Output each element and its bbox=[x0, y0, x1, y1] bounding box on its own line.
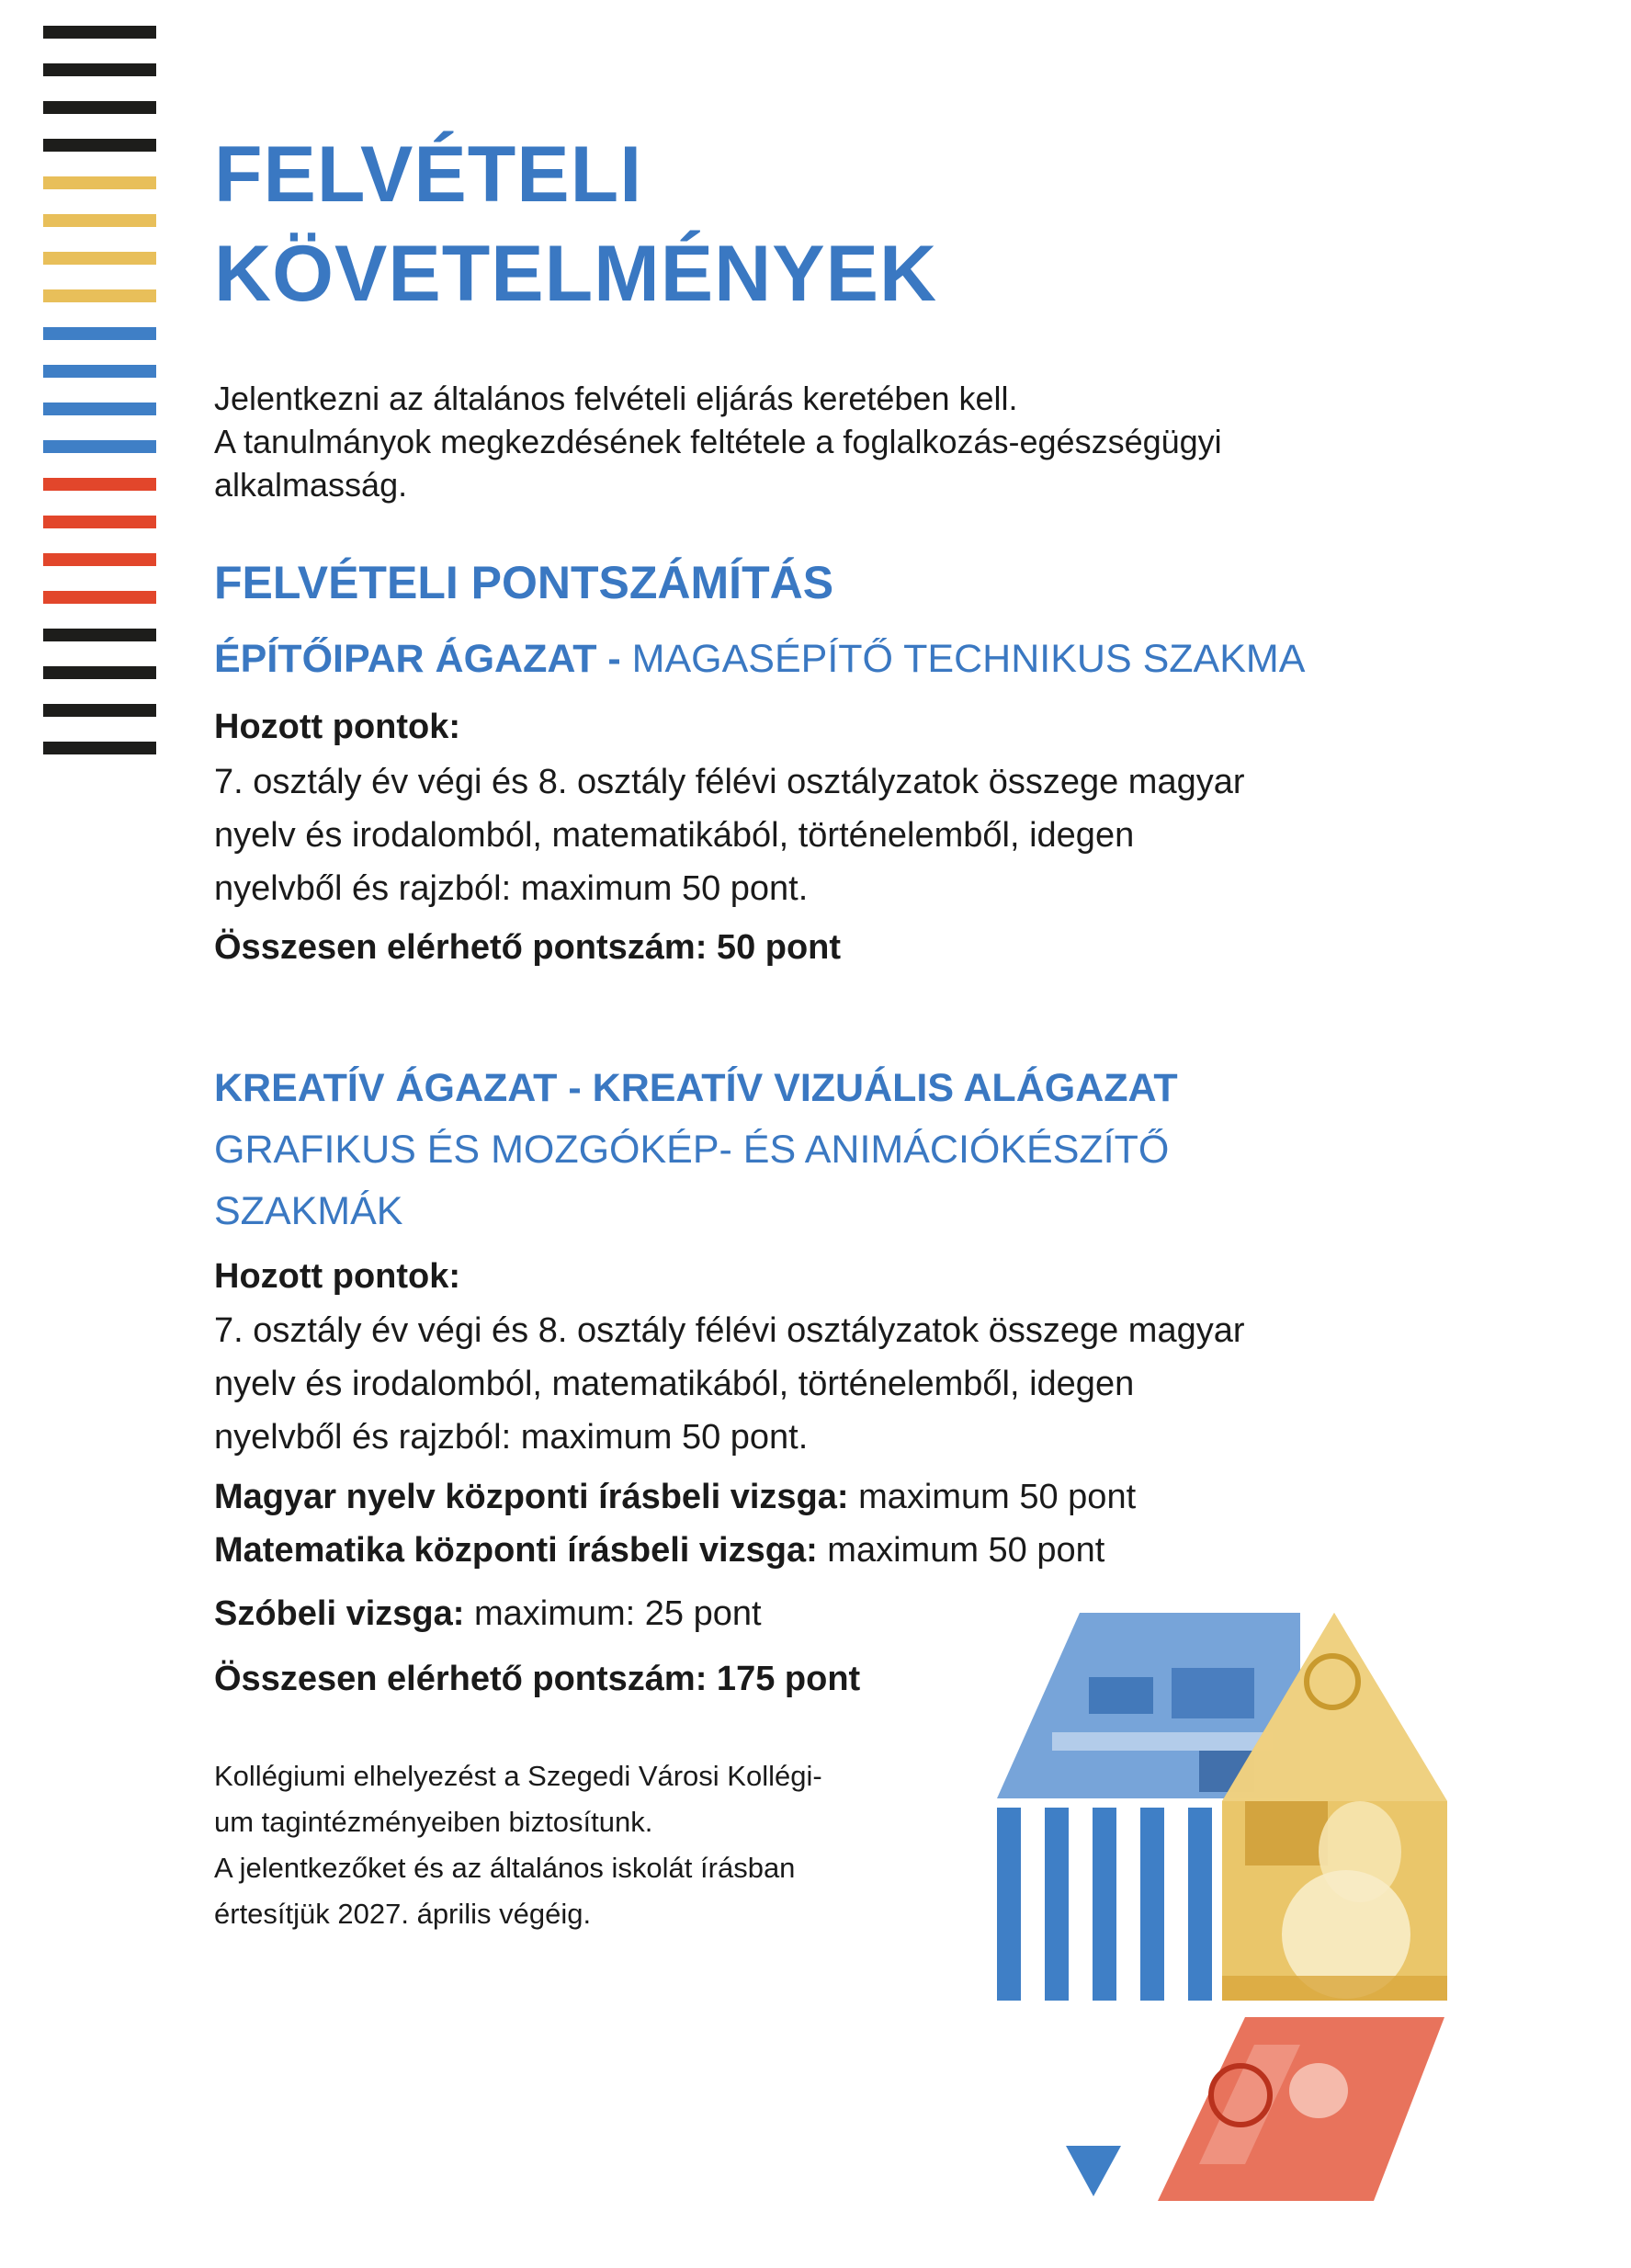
stripe-14 bbox=[43, 516, 156, 528]
red-photo-panel bbox=[1158, 2017, 1444, 2201]
section1-brought-label: Hozott pontok: bbox=[214, 708, 461, 746]
stripe-20 bbox=[43, 742, 156, 754]
section1-total: Összesen elérhető pontszám: 50 pont bbox=[214, 928, 842, 967]
exam-hungarian bbox=[214, 1478, 1136, 1517]
stripe-6 bbox=[43, 214, 156, 227]
title-line-1: FELVÉTELI bbox=[214, 130, 643, 219]
stripe-8 bbox=[43, 289, 156, 302]
section1-brought-text bbox=[214, 755, 1245, 915]
blue-vertical-bars bbox=[997, 1808, 1212, 2001]
page-title bbox=[214, 125, 937, 323]
stripe-15 bbox=[43, 553, 156, 566]
dormitory-note bbox=[214, 1753, 822, 1937]
stripe-7 bbox=[43, 252, 156, 265]
intro-line-3: alkalmasság. bbox=[214, 466, 408, 504]
stripe-9 bbox=[43, 327, 156, 340]
exam-math-value: maximum 50 pont bbox=[817, 1531, 1105, 1570]
decorative-stripes bbox=[43, 26, 156, 779]
section1-brought-line-3: nyelvből és rajzból: maximum 50 pont. bbox=[214, 869, 809, 908]
section2-total: Összesen elérhető pontszám: 175 pont bbox=[214, 1660, 861, 1698]
section2-brought-label: Hozott pontok: bbox=[214, 1257, 461, 1296]
note-line-1: Kollégiumi elhelyezést a Szegedi Városi Kollégi- bbox=[214, 1760, 822, 1792]
decorative-photo-collage bbox=[997, 1613, 1447, 2201]
section2-brought-text bbox=[214, 1304, 1245, 1464]
oral-exam bbox=[214, 1594, 762, 1634]
stripe-10 bbox=[43, 365, 156, 378]
exam-hungarian-label: Magyar nyelv központi írásbeli vizsga: bbox=[214, 1478, 849, 1516]
stripe-11 bbox=[43, 403, 156, 415]
intro-text bbox=[214, 377, 1222, 506]
note-line-3: A jelentkezőket és az általános iskolát írásban bbox=[214, 1852, 796, 1884]
note-line-2: um tagintézményeiben biztosítunk. bbox=[214, 1806, 653, 1838]
blue-triangle-arrow bbox=[1066, 2146, 1121, 2196]
stripe-12 bbox=[43, 440, 156, 453]
section2-brought-line-3: nyelvből és rajzból: maximum 50 pont. bbox=[214, 1418, 809, 1457]
section2-heading-line-2: GRAFIKUS ÉS MOZGÓKÉP- ÉS ANIMÁCIÓKÉSZÍTŐ bbox=[214, 1128, 1170, 1172]
exam-math bbox=[214, 1531, 1104, 1571]
oral-exam-label: Szóbeli vizsga: bbox=[214, 1594, 465, 1633]
oral-exam-value: maximum: 25 pont bbox=[464, 1594, 762, 1633]
note-line-4: értesítjük 2027. április végéig. bbox=[214, 1898, 592, 1930]
stripe-4 bbox=[43, 139, 156, 152]
section2-brought-line-1: 7. osztály év végi és 8. osztály félévi osztályzatok összege magyar bbox=[214, 1311, 1245, 1350]
section2-brought-line-2: nyelv és irodalomból, matematikából, történelemből, idegen bbox=[214, 1365, 1135, 1403]
stripe-1 bbox=[43, 26, 156, 39]
stripe-5 bbox=[43, 176, 156, 189]
stripe-16 bbox=[43, 591, 156, 604]
stripe-18 bbox=[43, 666, 156, 679]
exam-hungarian-value: maximum 50 pont bbox=[848, 1478, 1137, 1516]
stripe-13 bbox=[43, 478, 156, 491]
section1-heading bbox=[214, 637, 1305, 682]
stripe-3 bbox=[43, 101, 156, 114]
intro-line-1: Jelentkezni az általános felvételi eljárás keretében kell. bbox=[214, 380, 1018, 417]
stripe-17 bbox=[43, 629, 156, 641]
section1-heading-bold: ÉPÍTŐIPAR ÁGAZAT - bbox=[214, 637, 632, 681]
section2-heading-line-1: KREATÍV ÁGAZAT - KREATÍV VIZUÁLIS ALÁGAZAT bbox=[214, 1066, 1178, 1110]
stripe-19 bbox=[43, 704, 156, 717]
exam-math-label: Matematika központi írásbeli vizsga: bbox=[214, 1531, 818, 1570]
section1-brought-line-2: nyelv és irodalomból, matematikából, történelemből, idegen bbox=[214, 816, 1135, 855]
stripe-2 bbox=[43, 63, 156, 76]
section1-brought-line-1: 7. osztály év végi és 8. osztály félévi osztályzatok összege magyar bbox=[214, 763, 1245, 801]
scoring-heading: FELVÉTELI PONTSZÁMÍTÁS bbox=[214, 557, 834, 608]
title-line-2: KÖVETELMÉNYEK bbox=[214, 230, 938, 318]
intro-line-2: A tanulmányok megkezdésének feltétele a foglalkozás-egészségügyi bbox=[214, 423, 1222, 460]
section2-heading-line-3: SZAKMÁK bbox=[214, 1189, 403, 1233]
section1-heading-normal: MAGASÉPÍTŐ TECHNIKUS SZAKMA bbox=[631, 637, 1306, 681]
